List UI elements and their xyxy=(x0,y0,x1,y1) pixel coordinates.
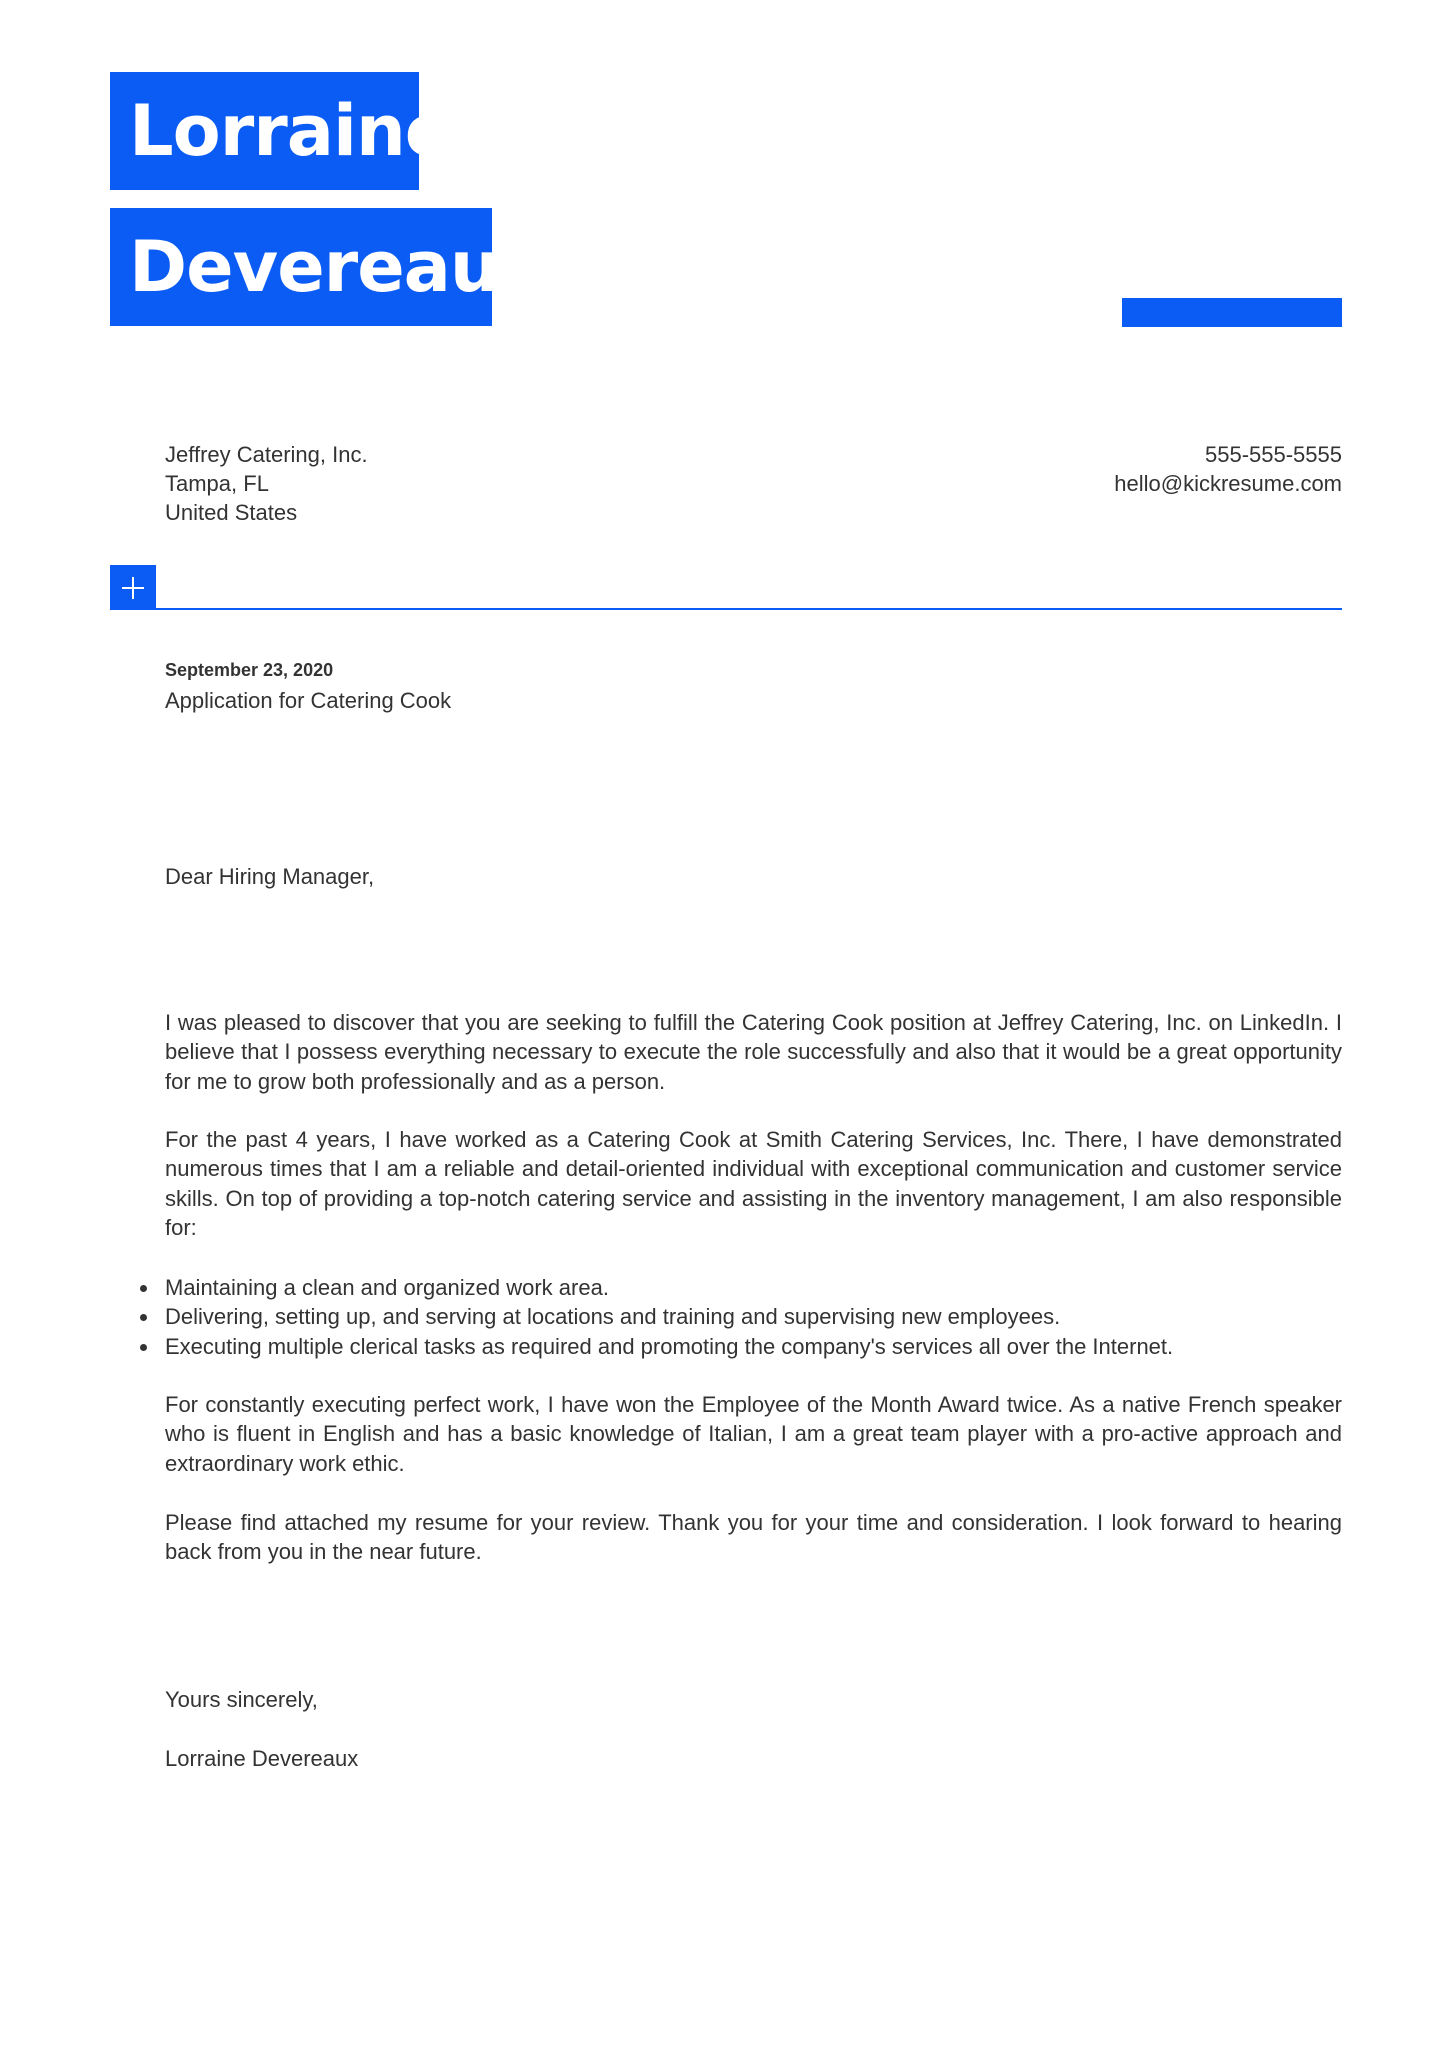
header-accent-bar xyxy=(1122,298,1342,327)
contact-phone: 555-555-5555 xyxy=(1204,442,1342,467)
responsibilities-list xyxy=(165,1273,1342,1361)
body-paragraph: For constantly executing perfect work, I have won the Employee of the Month Award twice. As a native French speaker who is fluent in English and has a basic knowledge of Italian, I am a great team player with a pro-active approach and extraordinary work ethic. xyxy=(165,1392,1342,1476)
list-item: Delivering, setting up, and serving at locations and training and supervising new employees. xyxy=(165,1302,1342,1331)
plus-icon xyxy=(110,565,156,610)
recipient-country: United States xyxy=(165,500,298,525)
body-paragraph: For the past 4 years, I have worked as a Catering Cook at Smith Catering Services, Inc. There, I have demonstrated numerous times that I am a reliable and detail-oriented individual with exceptional communication and customer service skills. On top of providing a top-notch catering service and assisting in the inventory management, I am also responsible for: xyxy=(165,1127,1342,1241)
letter-subject: Application for Catering Cook xyxy=(165,688,452,713)
recipient-city: Tampa, FL xyxy=(165,471,269,496)
section-divider xyxy=(156,608,1342,610)
recipient-address xyxy=(165,440,368,527)
body-paragraph: Please find attached my resume for your review. Thank you for your time and consideration. I look forward to hearing back from you in the near future. xyxy=(165,1510,1342,1565)
recipient-company: Jeffrey Catering, Inc. xyxy=(165,442,368,467)
letter-closing: Yours sincerely, xyxy=(165,1687,318,1712)
letter-greeting: Dear Hiring Manager, xyxy=(165,864,375,889)
letter-date: September 23, 2020 xyxy=(165,660,334,680)
letter-signature: Lorraine Devereaux xyxy=(165,1746,359,1771)
list-item: Maintaining a clean and organized work area. xyxy=(165,1273,1342,1302)
last-name-block: Devereaux xyxy=(110,208,492,326)
list-item: Executing multiple clerical tasks as required and promoting the company's services all over the Internet. xyxy=(165,1332,1342,1361)
contact-email: hello@kickresume.com xyxy=(1114,471,1342,496)
body-paragraph: I was pleased to discover that you are seeking to fulfill the Catering Cook position at Jeffrey Catering, Inc. on LinkedIn. I believe that I possess everything necessary to execute the role successfully and also that it would be a great opportunity for me to grow both professionally and as a person. xyxy=(165,1010,1342,1094)
contact-info xyxy=(1114,440,1342,498)
first-name-block: Lorraine xyxy=(110,72,419,190)
